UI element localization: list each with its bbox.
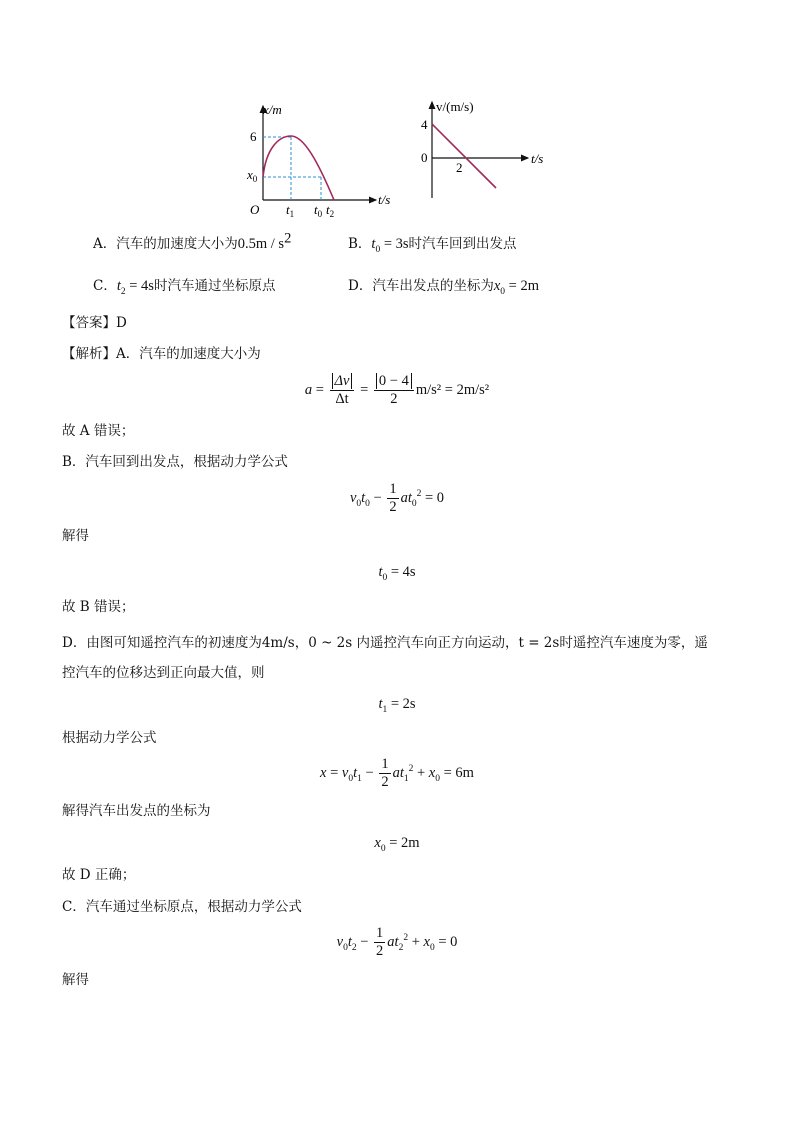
equation-t0: $t_0 = 4s$ — [378, 564, 416, 583]
vt-x-label: t/s — [531, 151, 544, 166]
vt-line — [432, 124, 496, 188]
equation-a: a = $\frac{\Delta v}{\Delta t}$ = $\frac{0 - 4}{2}$ m/s² = 2m/s² — [304, 373, 490, 408]
xt-graph — [238, 96, 398, 221]
xt-origin-label: O — [250, 202, 260, 217]
xt-x0-label: $x_0$ — [247, 167, 258, 184]
vt-x-tick: 2 — [456, 160, 463, 175]
xt-guide-lines — [263, 137, 321, 200]
xt-t1-label: $t_1$ — [286, 202, 295, 219]
jiede-1: 解得 — [62, 528, 89, 544]
xt-y-label: x/m — [263, 102, 282, 117]
equation-b: $v_0t_0$ − $\frac{1}{2}$ $at_0^2 = 0$ — [349, 481, 445, 516]
d-line-1: D．由图可知遥控汽车的初速度为4m/s，0 ~ 2s 内遥控汽车向正方向运动，t = 2s时遥控汽车速度为零，遥 — [62, 635, 708, 651]
equation-x: $x = v_0t_1$ − $\frac{1}{2}$ $at_1^2 + x_0 = 6m$ — [320, 756, 474, 791]
answer-line: 【答案】D — [62, 315, 127, 331]
equation-x0: $x_0 = 2m$ — [374, 835, 420, 854]
option-d: D．汽车出发点的坐标为$x_0 = 2m$ — [348, 278, 539, 297]
option-b: B．$t_0 = 3s$时汽车回到出发点 — [348, 236, 517, 255]
xt-curve — [263, 136, 334, 200]
option-c: C．$t_2 = 4s$时汽车通过坐标原点 — [93, 278, 276, 297]
a-wrong: 故 A 错误； — [62, 423, 135, 439]
xt-t0-label: $t_0$ — [314, 202, 323, 219]
c-intro: C．汽车通过坐标原点，根据动力学公式 — [62, 899, 302, 915]
b-intro: B．汽车回到出发点，根据动力学公式 — [62, 454, 288, 470]
equation-t1: $t_1 = 2s$ — [378, 696, 416, 715]
d-correct: 故 D 正确； — [62, 867, 136, 883]
xt-x-label: t/s — [378, 192, 391, 207]
analysis-intro: 【解析】A．汽车的加速度大小为 — [62, 346, 261, 362]
jiede-2: 解得 — [62, 972, 89, 988]
start-coord-intro: 解得汽车出发点的坐标为 — [62, 803, 211, 819]
vt-y-tick: 4 — [421, 117, 428, 132]
b-wrong: 故 B 错误； — [62, 599, 135, 615]
vt-zero-label: 0 — [421, 150, 428, 165]
xt-t2-label: $t_2$ — [326, 202, 335, 219]
vt-y-label: v/(m/s) — [436, 99, 474, 114]
equation-c: $v_0t_2$ − $\frac{1}{2}$ $at_2^2 + x_0 = 0$ — [336, 925, 458, 960]
option-a: A．汽车的加速度大小为$0.5m / s^2$ — [93, 230, 292, 252]
xt-peak-label: 6 — [250, 129, 257, 144]
d-line-2: 控汽车的位移达到正向最大值，则 — [62, 665, 265, 681]
vt-graph — [418, 96, 568, 206]
formula-intro: 根据动力学公式 — [62, 730, 157, 746]
